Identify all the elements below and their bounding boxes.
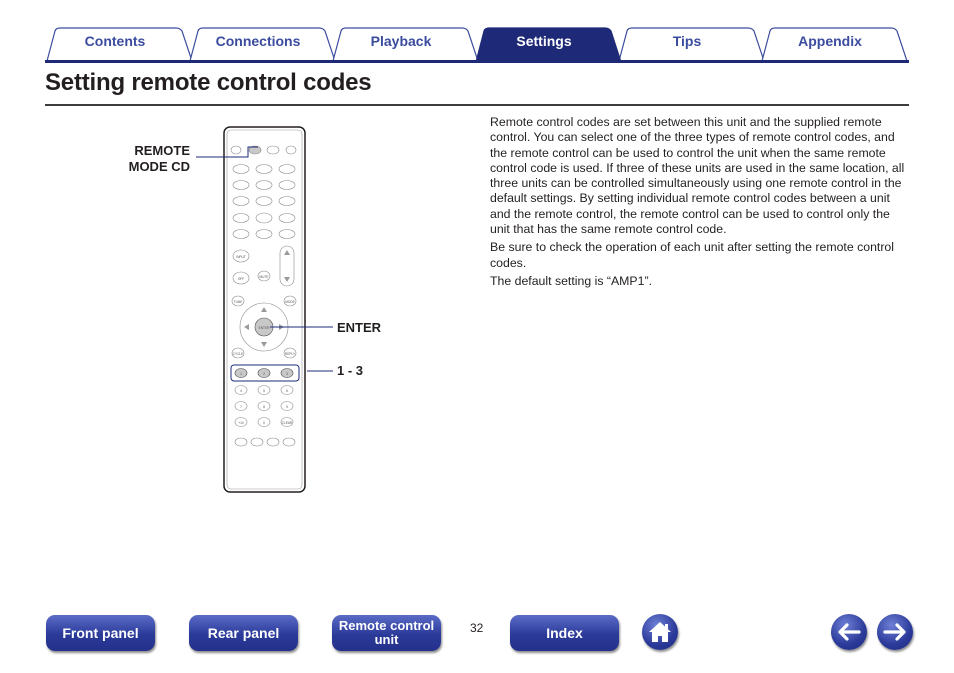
svg-text:8: 8 — [263, 405, 265, 409]
rear-panel-button[interactable]: Rear panel — [189, 615, 298, 651]
tab-underline — [45, 60, 909, 63]
arrow-left-icon — [831, 614, 867, 650]
svg-text:TUNE: TUNE — [233, 300, 243, 304]
index-button[interactable]: Index — [510, 615, 619, 651]
body-text — [490, 115, 910, 292]
svg-text:CYCLE: CYCLE — [232, 352, 244, 356]
chapter-tabs — [45, 27, 909, 63]
home-icon — [642, 614, 678, 650]
svg-text:ENTER: ENTER — [258, 326, 270, 330]
arrow-right-icon — [877, 614, 913, 650]
svg-text:6: 6 — [286, 389, 288, 393]
svg-text:9: 9 — [286, 405, 288, 409]
tab-contents[interactable]: Contents — [84, 33, 146, 49]
tab-settings[interactable]: Settings — [516, 33, 572, 49]
home-button[interactable] — [642, 614, 678, 650]
page-title: Setting remote control codes — [45, 69, 372, 96]
paragraph-description: Remote control codes are set between this unit and the supplied remote control. You can select one of the three types of remote control codes, and the remote control can be used to control the unit when the same remote control code is used. If three of these units are used in the same location, all three units can be controlled simultaneously using one remote control in the default settings. By setting individual remote control codes between a unit and the remote control, the remote control can be used to control only the unit that has the same remote control code. — [490, 115, 905, 237]
tab-connections[interactable]: Connections — [215, 33, 301, 49]
svg-text:CLEAR: CLEAR — [281, 421, 293, 425]
svg-text:2: 2 — [263, 372, 265, 376]
svg-text:+10: +10 — [238, 421, 244, 425]
tab-tips[interactable]: Tips — [672, 33, 702, 49]
callout-remote-mode-line2: MODE CD — [128, 159, 190, 174]
svg-text:OFF: OFF — [237, 277, 245, 281]
paragraph-check-operation: Be sure to check the operation of each unit after setting the remote control codes. — [490, 240, 894, 270]
svg-text:7: 7 — [240, 405, 242, 409]
remote-control-unit-button[interactable] — [332, 615, 441, 651]
forward-button[interactable] — [877, 614, 913, 650]
svg-text:3: 3 — [286, 372, 288, 376]
front-panel-button[interactable]: Front panel — [46, 615, 155, 651]
svg-text:4: 4 — [240, 389, 242, 393]
remote-control-button-line1: Remote control — [338, 618, 435, 633]
page-number: 32 — [470, 621, 484, 635]
callout-enter: ENTER — [337, 320, 382, 335]
callout-number-keys: 1 - 3 — [337, 363, 364, 378]
tab-playback[interactable]: Playback — [370, 33, 432, 49]
paragraph-default-setting: The default setting is “AMP1”. — [490, 273, 652, 288]
callout-remote-mode — [123, 143, 190, 175]
back-button[interactable] — [831, 614, 867, 650]
callout-remote-mode-line1: REMOTE — [134, 143, 190, 158]
svg-text:MODE: MODE — [285, 300, 295, 304]
svg-text:0: 0 — [263, 421, 265, 425]
svg-text:5: 5 — [263, 389, 265, 393]
callout-lines — [190, 140, 340, 380]
remote-control-button-line2: unit — [374, 632, 399, 647]
svg-text:INPUT: INPUT — [236, 255, 246, 259]
svg-text:REPLY: REPLY — [284, 352, 296, 356]
svg-text:MUTE: MUTE — [259, 275, 269, 279]
svg-text:1: 1 — [240, 372, 242, 376]
title-divider — [45, 104, 909, 106]
tab-appendix[interactable]: Appendix — [798, 33, 862, 49]
